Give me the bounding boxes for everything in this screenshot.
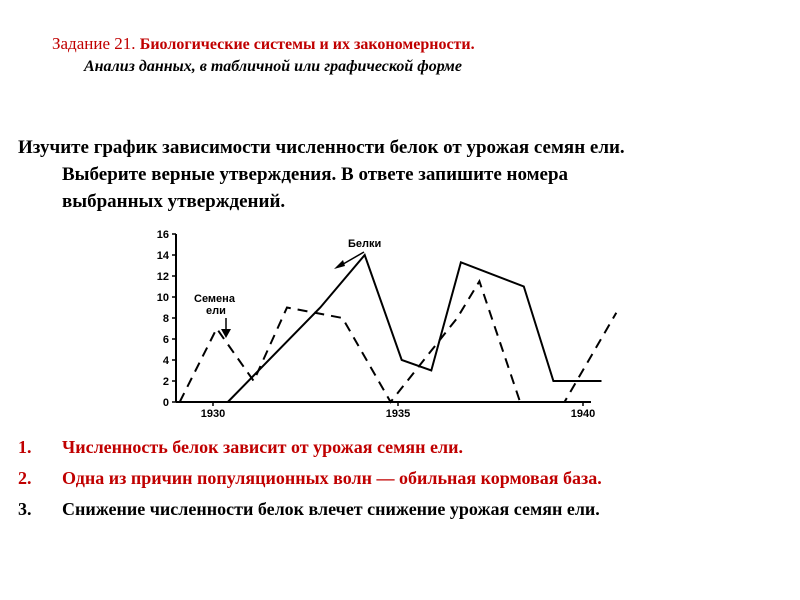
y-tick-label: 12 <box>156 271 169 283</box>
annotation-seeds-label-1: Семена <box>194 293 235 305</box>
slide-header <box>52 34 772 76</box>
y-tick-label: 8 <box>162 313 169 325</box>
answer-number: 1. <box>18 437 32 457</box>
answer-number: 2. <box>18 468 32 488</box>
chart-axes <box>157 229 595 420</box>
annotation-squirrels-label: Белки <box>348 238 382 250</box>
y-tick-label: 14 <box>156 250 169 262</box>
answer-number: 3. <box>18 499 32 519</box>
x-tick-label: 1930 <box>200 408 226 420</box>
x-tick-label: 1935 <box>385 408 411 420</box>
question-line-2: Выберите верные утверждения. В ответе запишите номера <box>62 164 569 185</box>
annotation-squirrels-arrowhead <box>334 260 345 269</box>
chart-annotations <box>194 238 381 338</box>
series-line-squirrels <box>228 255 602 402</box>
chart-svg <box>140 222 596 422</box>
x-tick-label: 1940 <box>570 408 596 420</box>
task-number: Задание 21. <box>52 34 136 53</box>
chart-lines <box>180 255 617 402</box>
population-chart <box>140 222 596 427</box>
y-tick-label: 16 <box>156 229 169 241</box>
answer-text: Численность белок зависит от урожая семян ели. <box>62 437 463 457</box>
question-line-3: выбранных утверждений. <box>62 191 286 212</box>
question-line-1: Изучите график зависимости численности белок от урожая семян ели. <box>18 137 625 158</box>
y-tick-label: 4 <box>162 355 169 367</box>
question-text <box>18 134 778 215</box>
answer-item-3 <box>18 499 788 519</box>
answer-item-1 <box>18 437 788 457</box>
task-subtitle: Анализ данных, в табличной или графической форме <box>84 58 462 75</box>
answer-item-2 <box>18 468 788 488</box>
answer-text: Снижение численности белок влечет снижение урожая семян ели. <box>62 499 600 519</box>
y-tick-label: 0 <box>162 397 169 409</box>
answer-list <box>18 437 788 530</box>
annotation-seeds-label-2: ели <box>206 305 226 317</box>
y-tick-label: 10 <box>156 292 169 304</box>
y-tick-label: 6 <box>162 334 169 346</box>
task-topic: Биологические системы и их закономерности. <box>139 36 475 53</box>
header-line <box>52 34 772 54</box>
y-tick-label: 2 <box>162 376 169 388</box>
answer-text: Одна из причин популяционных волн — обильная кормовая база. <box>62 468 602 488</box>
